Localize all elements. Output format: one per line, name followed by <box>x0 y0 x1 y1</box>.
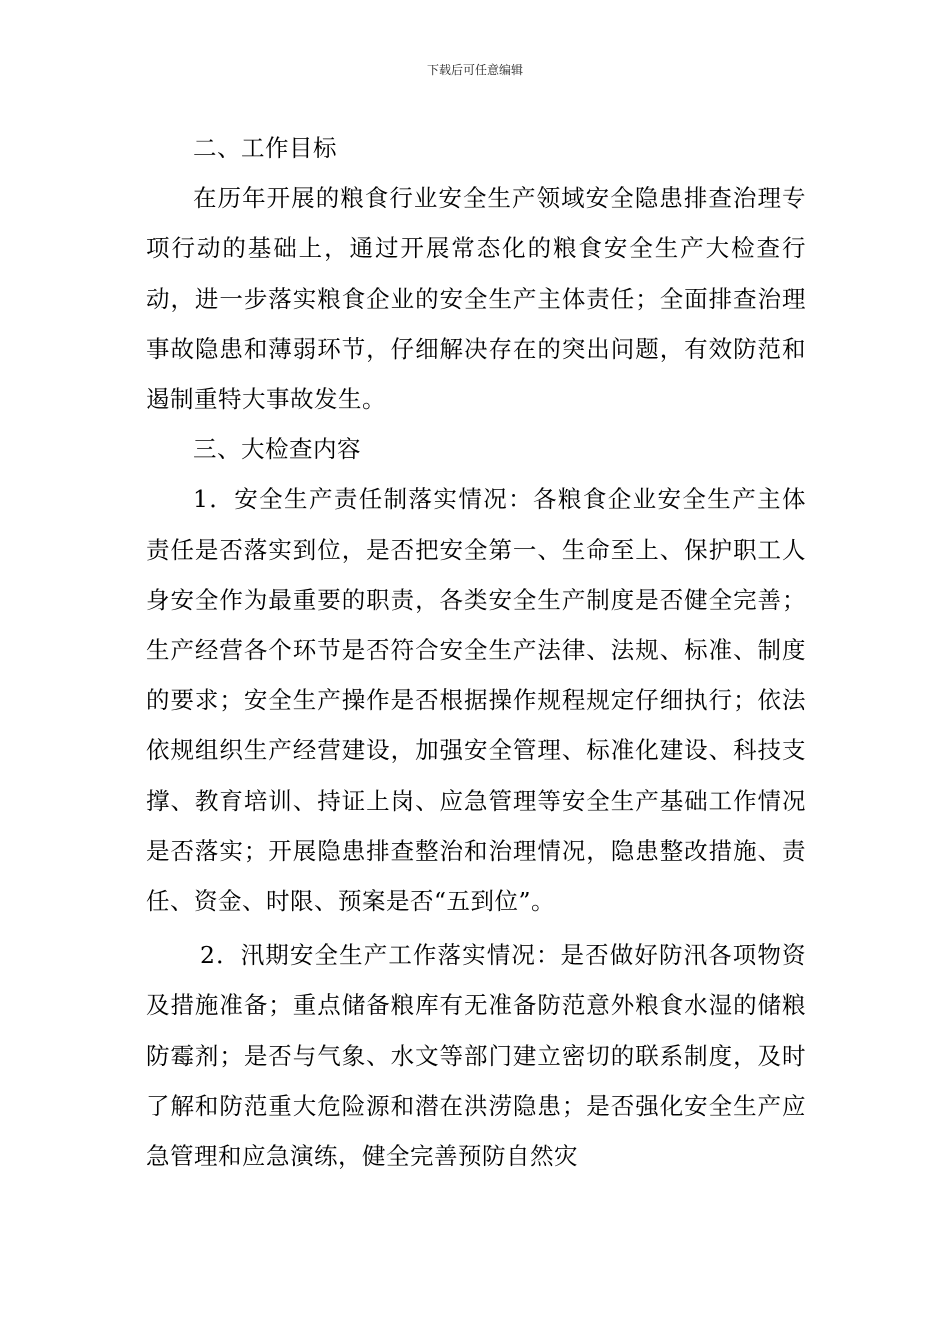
section-two-heading: 二、工作目标 <box>193 134 337 162</box>
item-two-paragraph: 2．汛期安全生产工作落实情况：是否做好防汛各项物资及措施准备；重点储备粮库有无准备防范意外粮食水湿的储粮防霉剂；是否与气象、水文等部门建立密切的联系制度，及时了解和防范重大危险源和潜在洪涝隐患；是否强化安全生产应急管理和应急演练，健全完善预防自然灾 <box>146 941 806 1171</box>
item-one-paragraph: 1．安全生产责任制落实情况：各粮食企业安全生产主体责任是否落实到位，是否把安全第一、生命至上、保护职工人身安全作为最重要的职责，各类安全生产制度是否健全完善；生产经营各个环节是否符合安全生产法律、法规、标准、制度的要求；安全生产操作是否根据操作规程规定仔细执行；依法依规组织生产经营建设，加强安全管理、标准化建设、科技支撑、教育培训、持证上岗、应急管理等安全生产基础工作情况是否落实；开展隐患排查整治和治理情况，隐患整改措施、责任、资金、时限、预案是否“五到位”。 <box>146 485 806 916</box>
section-three-heading: 三、大检查内容 <box>193 435 361 464</box>
section-two-paragraph: 在历年开展的粮食行业安全生产领域安全隐患排查治理专项行动的基础上，通过开展常态化的粮食安全生产大检查行动，进一步落实粮食企业的安全生产主体责任；全面排查治理事故隐患和薄弱环节，仔细解决存在的突出问题，有效防范和遏制重特大事故发生。 <box>146 184 806 414</box>
document-body <box>146 123 806 1181</box>
page-header-note: 下载后可任意编辑 <box>426 63 523 77</box>
